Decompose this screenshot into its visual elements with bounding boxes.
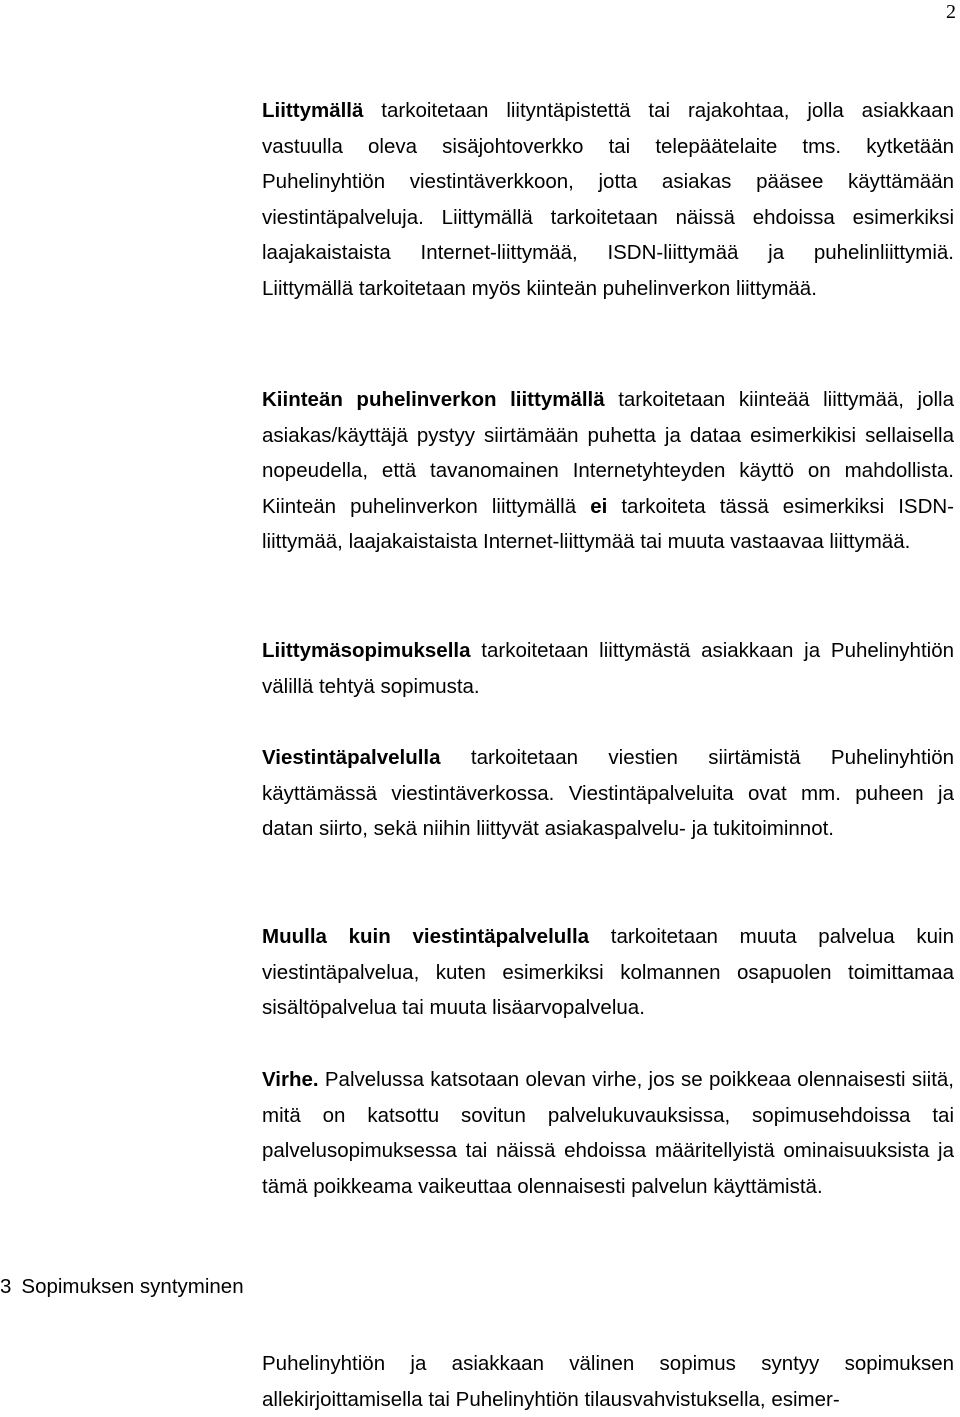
term-viestintapalvelu: Viestintäpalvelulla bbox=[262, 746, 441, 769]
definition-viestintapalvelu bbox=[262, 740, 954, 847]
definition-text: tarkoitetaan liittymästä asiakkaan ja Puhelinyhtiön välillä tehtyä sopimusta. bbox=[262, 639, 954, 698]
term-virhe: Virhe. bbox=[262, 1068, 319, 1091]
section-title: Sopimuksen syntyminen bbox=[21, 1275, 244, 1298]
term-muu-palvelu: Muulla kuin viestintäpalvelulla bbox=[262, 925, 590, 948]
term-liittyma: Liittymällä bbox=[262, 99, 364, 122]
definition-kiintea-liittyma bbox=[262, 382, 954, 560]
definition-text-after: tarkoiteta tässä esimerkiksi ISDN-liittymää, laajakaistaista Internet-liittymää tai muuta vastaavaa liittymää. bbox=[262, 494, 955, 553]
definition-text: Palvelussa katsotaan olevan virhe, jos se poikkeaa olennaisesti siitä, mitä on katsottu sovitun palvelukuvauksissa, sopimusehdoissa tai palvelusopimuksessa tai näissä ehdoissa määritellyistä ominaisuuksista ja tämä poikkeama vaikeuttaa olennaisesti palvelun käyttämistä. bbox=[262, 1068, 954, 1198]
definition-text: tarkoitetaan kiinteää liittymää, jolla asiakas/käyttäjä pystyy siirtämään puhetta ja dataa esimerkikisi sellaisella nopeudella, että tavanomainen Internetyhteyden käyttö on mahdollista. Kiinteän puhelinverkon liittymällä bbox=[262, 388, 954, 518]
emphasis-ei: ei bbox=[590, 494, 608, 518]
definition-muu-palvelu bbox=[262, 919, 954, 1026]
definition-text: tarkoitetaan liityntäpistettä tai rajakohtaa, jolla asiakkaan vastuulla oleva sisäjohtoverkko tai telepäätelaite tms. kytketään Puhelinyhtiön viestintäverkkoon, jotta asiakas pääsee käyttämään viestintäpalveluja. Liittymällä tarkoitetaan näissä ehdoissa esimerkiksi laajakaistaista Internet-liittymää, ISDN-liittymää ja puhelinliittymiä. Liittymällä tarkoitetaan myös kiinteän puhelinverkon liittymää. bbox=[262, 99, 954, 300]
definition-text: tarkoitetaan viestien siirtämistä Puhelinyhtiön käyttämässä viestintäverkossa. Viestintäpalveluita ovat mm. puheen ja datan siirto, sekä niihin liittyvät asiakaspalvelu- ja tukitoiminnot. bbox=[262, 746, 954, 840]
page-number: 2 bbox=[946, 1, 956, 23]
term-kiintea-liittyma: Kiinteän puhelinverkon liittymällä bbox=[262, 388, 605, 411]
definition-liittymasopimus bbox=[262, 633, 954, 704]
section-heading bbox=[0, 1269, 244, 1304]
section-number: 3 bbox=[0, 1275, 12, 1298]
definition-text: tarkoitetaan muuta palvelua kuin viestintäpalvelua, kuten esimerkiksi kolmannen osapuolen toimittamaa sisältöpalvelua tai muuta lisäarvopalvelua. bbox=[262, 925, 954, 1019]
definition-liittyma bbox=[262, 93, 954, 306]
definition-virhe bbox=[262, 1062, 954, 1204]
term-liittymasopimus: Liittymäsopimuksella bbox=[262, 639, 471, 662]
section-body: Puhelinyhtiön ja asiakkaan välinen sopimus syntyy sopimuksen allekirjoittamisella tai Puhelinyhtiön tilausvahvistuksella, esimer- bbox=[262, 1352, 954, 1411]
